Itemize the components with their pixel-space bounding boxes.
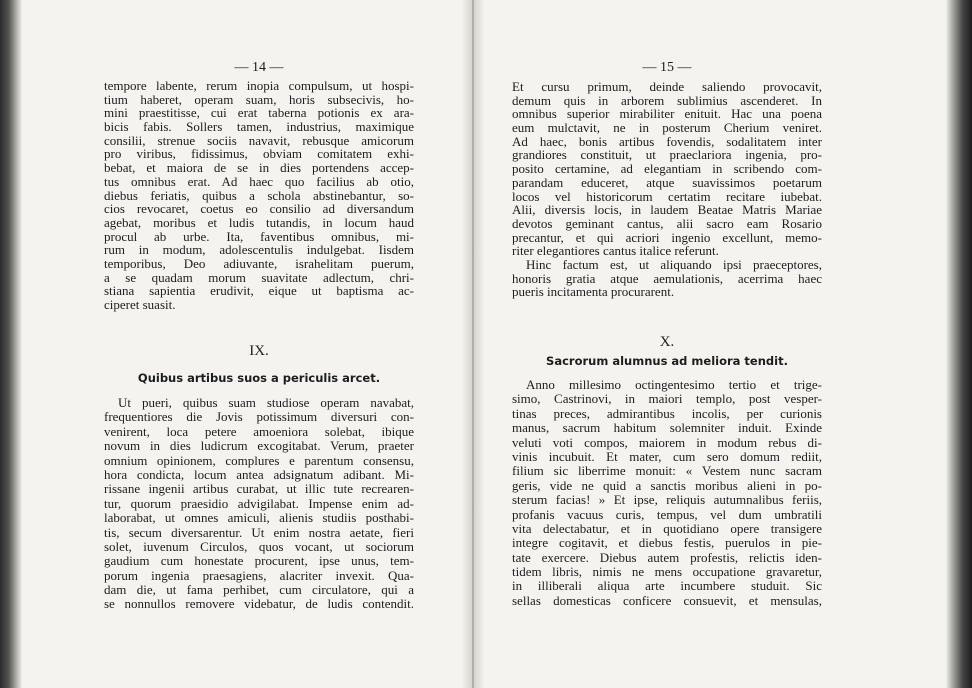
paragraph xyxy=(104,396,414,612)
text-line: vita delectabatur, et in quotidiano opere transigere xyxy=(512,520,822,536)
text-line: sellas domesticas conficere consuevit, et mensulas, xyxy=(512,592,822,608)
text-line: rissane ingenii artibus curabat, ut illic tute recrearen- xyxy=(104,481,414,497)
text-line: novum in dies ludicrum excogitabat. Verum, praeter xyxy=(104,438,414,454)
text-line: demum quis in arborem sublimius ascenderet. In xyxy=(512,92,822,108)
text-line: tate exercere. Diebus autem profestis, relictis iden- xyxy=(512,549,822,565)
page-number: — 14 — xyxy=(234,60,284,75)
text-line: ciperet suasit. xyxy=(104,297,176,312)
text-line: posito certamine, ad elegantiam in scribendo com- xyxy=(512,161,822,177)
text-line: procul ab urbe. Ita, faventibus omnibus, mi- xyxy=(104,228,414,244)
text-line: bicis fabis. Sollers tamen, industrius, maximique xyxy=(104,119,414,135)
text-line: parandam educeret, atque suavissimos poetarum xyxy=(512,174,822,190)
text-line: eum mulctavit, ne in posterum Cherium veniret. xyxy=(512,120,822,136)
text-line: geris, vide ne quid a sanctis moribus alieni in po- xyxy=(512,477,822,493)
text-line: profanis vacuus curis, tempus, vel dum umbratili xyxy=(512,506,822,522)
text-line: grandiores constituit, ut praeclariora ingenia, pro- xyxy=(512,147,822,163)
text-line: stiana sapientia erudivit, eique ut baptisma ac- xyxy=(104,283,414,299)
text-line: tis, secum diversarentur. Ut enim nostra aetate, fieri xyxy=(104,524,414,540)
text-line: tempore labente, rerum inopia compulsum, ut hospi- xyxy=(104,78,414,93)
paragraph xyxy=(104,79,414,312)
text-line: manus, sacrum habitum solemniter induit. Exinde xyxy=(512,420,822,436)
text-line: cios revocaret, coetus eo consilio ad diversandum xyxy=(104,201,414,217)
text-line: Ad haec, bonis artibus fovendis, sodalitatem inter xyxy=(512,133,822,149)
chapter-title: Quibus artibus suos a periculis arcet. xyxy=(137,371,381,385)
text-line: Ut pueri, quibus suam studiose operam navabat, xyxy=(118,395,414,410)
text-line: Et cursu primum, deinde saliendo provocavit, xyxy=(512,79,822,94)
text-line: consilii, strenue sociis navavit, rebusque amicorum xyxy=(104,132,414,148)
paragraph xyxy=(512,258,822,299)
text-line: laborabat, ut omnes amiculi, alienis studiis posthabi- xyxy=(104,510,414,526)
text-line: bebat, et maiora de se in dies portendens accep- xyxy=(104,160,414,176)
text-line: Alii, diversis locis, in laudem Beatae Matris Mariae xyxy=(512,202,822,218)
paragraph xyxy=(512,80,822,258)
text-line: riter elegantiores cantus italice referunt. xyxy=(512,243,719,259)
text-line: Anno millesimo octingentesimo tertio et trige- xyxy=(526,377,822,392)
text-line: porum ingenia praesagiens, alacriter invexit. Qua- xyxy=(104,567,414,583)
text-line: solet, iuvenum Circulos, quos vocant, ut sociorum xyxy=(104,538,414,554)
text-line: filium sic liberrime monuit: « Vestem nunc sacram xyxy=(512,463,822,479)
text-line: tium haberet, operam suam, horis subsecivis, ho- xyxy=(104,91,414,107)
text-line: tinas preces, admirantibus incolis, per curionis xyxy=(512,405,822,421)
text-line: pro viribus, fidissimus, obviam comitatem exhi- xyxy=(104,146,414,162)
text-line: tus omnibus erat. Ad haec quo facilius ab otio, xyxy=(104,173,414,189)
text-line: omnibus superior mirabiliter enituit. Hac una poena xyxy=(512,106,822,122)
text-line: diebus feriatis, quibus a schola abstinebantur, so- xyxy=(104,187,414,203)
text-line: temporibus, Deo adiuvante, israhelitam puerum, xyxy=(104,255,414,271)
text-line: venirent, loca petere amoeniora solebat, ibique xyxy=(104,423,414,439)
text-line: precantur, et qui acriori ingenio excellunt, memo- xyxy=(512,229,822,245)
chapter-number: IX. xyxy=(249,343,269,359)
text-line: simo, Castrinovi, in maiori templo, post vesper- xyxy=(512,391,822,407)
text-line: sterum facias! » Et ipse, reliquis autumnalibus feriis, xyxy=(512,492,822,508)
text-line: vinis incubuit. Et mater, cum sero domum rediit, xyxy=(512,448,822,464)
book-gutter xyxy=(462,0,484,688)
text-line: omnium opinionem, complures e parentum consensu, xyxy=(104,452,414,468)
text-line: se nonnullos removere videbatur, de ludis contendit. xyxy=(104,596,414,612)
text-line: agebat, moribus et ludis tutandis, in locum haud xyxy=(104,214,414,230)
text-line: in illiberali aliqua arte incumbere studuit. Sic xyxy=(512,578,822,594)
chapter-title: Sacrorum alumnus ad meliora tendit. xyxy=(546,354,788,368)
text-line: tur, quorum praesidio advigilabat. Impense enim ad- xyxy=(104,495,414,511)
text-line: Hinc factum est, ut aliquando ipsi praeceptores, xyxy=(526,257,822,272)
text-line: honoris gratia atque aemulationis, acerrima haec xyxy=(512,270,822,286)
text-line: mini praestitisse, cui erat taberna potionis ex ara- xyxy=(104,105,414,121)
page-number: — 15 — xyxy=(642,60,692,75)
text-line: locos vel historicorum certatim recitare iubebat. xyxy=(512,188,822,204)
text-line: a se quadam morum suavitate adlectum, chri- xyxy=(104,269,414,285)
book-left-edge xyxy=(0,0,22,688)
text-line: dam die, ut fama perhibet, cum circulatore, qui a xyxy=(104,582,414,598)
text-line: veluti voti compos, maiorem in modum rebus di- xyxy=(512,434,822,450)
text-line: hora condicta, locum antea adsignatum adibant. Mi- xyxy=(104,466,414,482)
chapter-number: X. xyxy=(659,334,675,350)
text-line: pueris incitamenta procurarent. xyxy=(512,284,675,300)
text-line: devotos geminant cantus, alii sacro eam Rosario xyxy=(512,215,822,231)
text-line: integre cogitavit, et diebus festis, puerulos in pie- xyxy=(512,535,822,551)
text-line: frequentiores die Jovis potissimum diversuri con- xyxy=(104,409,414,425)
text-line: rum in modum, adolescentulis indulgebat. Iisdem xyxy=(104,242,414,258)
book-right-edge xyxy=(946,0,972,688)
paragraph xyxy=(512,378,822,608)
text-line: gaudium cum honestate procurent, ipse unus, tem- xyxy=(104,553,414,569)
text-line: tidem libris, nimis ne mens occupatione gravaretur, xyxy=(512,564,822,580)
